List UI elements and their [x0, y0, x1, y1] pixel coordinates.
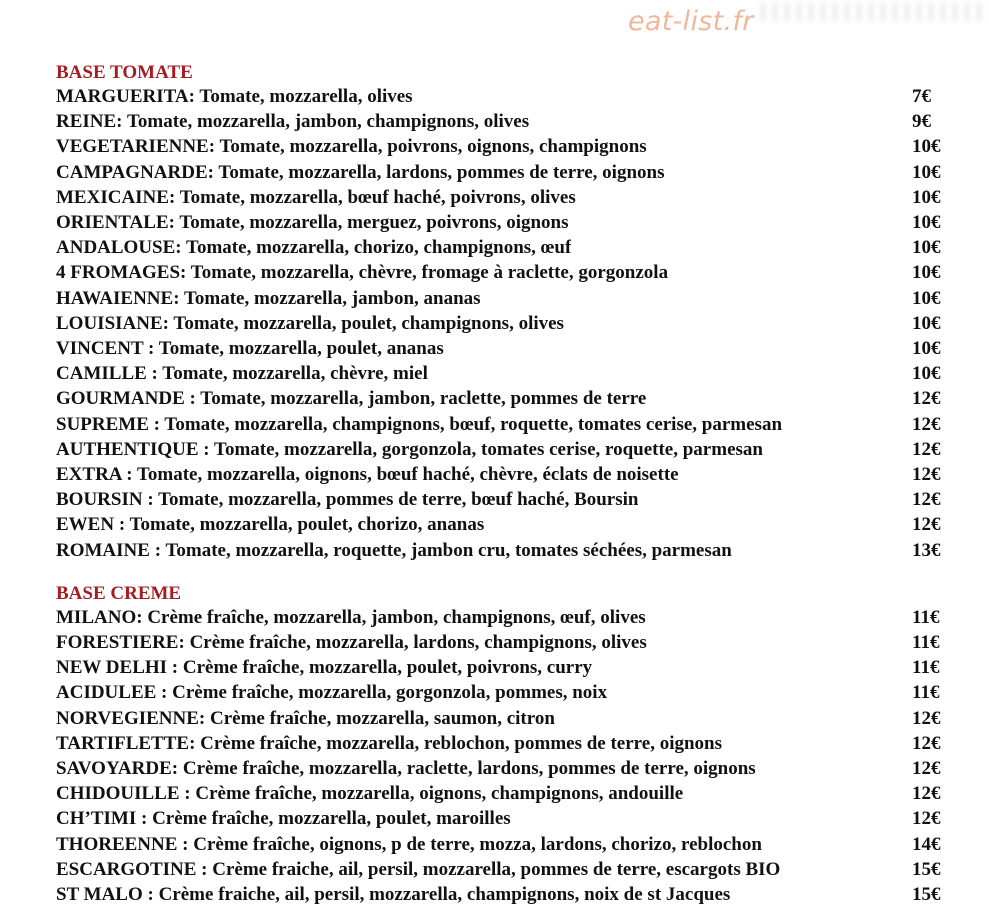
menu-item [56, 260, 948, 285]
menu-section [56, 62, 948, 563]
pizza-name: ESCARGOTINE : [56, 858, 208, 880]
pizza-price: 12€ [912, 758, 941, 780]
menu-item-description [56, 655, 592, 680]
pizza-name: ROMAINE : [56, 539, 162, 561]
pizza-price: 14€ [912, 833, 941, 855]
menu-item [56, 84, 948, 109]
menu-item [56, 386, 948, 411]
pizza-ingredients: Crème fraîche, mozzarella, lardons, champignons, olives [189, 632, 647, 654]
pizza-name: SUPREME : [56, 413, 160, 435]
pizza-name: ORIENTALE: [56, 212, 175, 234]
menu-item-description [56, 311, 564, 336]
menu-item [56, 706, 948, 731]
pizza-name: ACIDULEE : [56, 682, 168, 704]
pizza-ingredients: Tomate, mozzarella, chorizo, champignons, œuf [186, 237, 572, 259]
pizza-price: 12€ [912, 464, 941, 486]
section-title: BASE TOMATE [56, 62, 193, 83]
menu-item [56, 311, 948, 336]
pizza-name: HAWAIENNE: [56, 287, 180, 309]
pizza-ingredients: Tomate, mozzarella, oignons, bœuf haché, chèvre, éclats de noisette [136, 464, 679, 486]
pizza-price: 11€ [912, 606, 940, 628]
pizza-name: VINCENT : [56, 338, 155, 360]
pizza-name: MEXICAINE: [56, 186, 176, 208]
pizza-name: FORESTIERE: [56, 632, 185, 654]
pizza-ingredients: Tomate, mozzarella, gorgonzola, tomates cerise, roquette, parmesan [214, 438, 763, 460]
pizza-ingredients: Tomate, mozzarella, poulet, champignons, olives [173, 312, 564, 334]
pizza-ingredients: Tomate, mozzarella, jambon, champignons, olives [126, 111, 530, 133]
pizza-ingredients: Crème fraiche, ail, persil, mozzarella, pommes de terre, escargots BIO [212, 858, 781, 880]
pizza-name: CH’TIMI : [56, 808, 148, 830]
pizza-ingredients: Tomate, mozzarella, lardons, pommes de terre, oignons [218, 161, 665, 183]
pizza-name: CAMPAGNARDE: [56, 161, 214, 183]
menu-item-description [56, 756, 756, 781]
pizza-price: 10€ [912, 237, 941, 259]
menu-item [56, 185, 948, 210]
menu-item [56, 655, 948, 680]
menu-item-description [56, 538, 732, 563]
menu-item-description [56, 487, 638, 512]
pizza-name: TARTIFLETTE: [56, 732, 196, 754]
menu-item-description [56, 630, 647, 655]
menu-item [56, 832, 948, 857]
pizza-name: NORVEGIENNE: [56, 707, 206, 729]
blurred-background-text [760, 2, 985, 22]
menu-item-description [56, 185, 576, 210]
pizza-ingredients: Tomate, mozzarella, champignons, bœuf, roquette, tomates cerise, parmesan [164, 413, 783, 435]
menu-item [56, 462, 948, 487]
pizza-ingredients: Crème fraîche, mozzarella, jambon, champignons, œuf, olives [147, 606, 646, 628]
pizza-ingredients: Tomate, mozzarella, poulet, chorizo, ananas [129, 514, 485, 536]
pizza-name: AUTHENTIQUE : [56, 438, 210, 460]
menu-item [56, 134, 948, 159]
pizza-price: 10€ [912, 363, 941, 385]
pizza-name: SAVOYARDE: [56, 758, 179, 780]
pizza-price: 12€ [912, 707, 941, 729]
menu-item-description [56, 437, 763, 462]
menu-item [56, 437, 948, 462]
menu-item [56, 630, 948, 655]
pizza-price: 12€ [912, 489, 941, 511]
pizza-price: 11€ [912, 632, 940, 654]
pizza-price: 15€ [912, 858, 941, 880]
pizza-price: 10€ [912, 136, 941, 158]
menu-item-description [56, 412, 782, 437]
menu-item [56, 806, 948, 831]
menu-item-description [56, 260, 668, 285]
pizza-name: EXTRA : [56, 464, 133, 486]
menu-item-description [56, 706, 555, 731]
pizza-name: BOURSIN : [56, 489, 154, 511]
menu-item [56, 336, 948, 361]
menu-item-description [56, 386, 646, 411]
menu-item-description [56, 84, 413, 109]
pizza-ingredients: Tomate, mozzarella, merguez, poivrons, oignons [179, 212, 569, 234]
pizza-name: VEGETARIENNE: [56, 136, 216, 158]
menu-item-description [56, 781, 683, 806]
pizza-name: REINE: [56, 111, 123, 133]
menu-item-description [56, 832, 762, 857]
menu-item-description [56, 160, 665, 185]
pizza-ingredients: Crème fraîche, mozzarella, oignons, champignons, andouille [195, 783, 684, 805]
menu-item-description [56, 462, 679, 487]
pizza-name: CHIDOUILLE : [56, 783, 191, 805]
pizza-name: GOURMANDE : [56, 388, 196, 410]
pizza-name: CAMILLE : [56, 363, 158, 385]
menu-item [56, 731, 948, 756]
pizza-ingredients: Crème fraîche, mozzarella, reblochon, pommes de terre, oignons [200, 732, 723, 754]
pizza-price: 10€ [912, 186, 941, 208]
menu-item-description [56, 361, 428, 386]
pizza-price: 15€ [912, 884, 941, 906]
menu-item-description [56, 605, 646, 630]
menu-item [56, 680, 948, 705]
pizza-price: 10€ [912, 287, 941, 309]
menu-item-description [56, 134, 647, 159]
menu-item-description [56, 680, 607, 705]
menu-item-description [56, 109, 529, 134]
pizza-price: 12€ [912, 808, 941, 830]
pizza-ingredients: Tomate, mozzarella, chèvre, miel [162, 363, 428, 385]
menu-item-description [56, 857, 780, 882]
pizza-ingredients: Crème fraîche, oignons, p de terre, mozza, lardons, chorizo, reblochon [193, 833, 762, 855]
pizza-price: 12€ [912, 388, 941, 410]
pizza-price: 11€ [912, 657, 940, 679]
menu-item [56, 781, 948, 806]
pizza-ingredients: Tomate, mozzarella, pommes de terre, bœuf haché, Boursin [158, 489, 639, 511]
pizza-name: MILANO: [56, 606, 143, 628]
pizza-price: 10€ [912, 338, 941, 360]
pizza-price: 9€ [912, 111, 931, 133]
pizza-name: EWEN : [56, 514, 126, 536]
menu-item [56, 857, 948, 882]
menu-item [56, 538, 948, 563]
pizza-name: ST MALO : [56, 884, 154, 906]
pizza-ingredients: Crème fraîche, mozzarella, saumon, citron [210, 707, 555, 729]
pizza-price: 12€ [912, 514, 941, 536]
menu-item [56, 235, 948, 260]
menu-item [56, 512, 948, 537]
menu-item [56, 361, 948, 386]
menu-section [56, 583, 948, 907]
pizza-ingredients: Crème fraîche, mozzarella, gorgonzola, pommes, noix [172, 682, 608, 704]
pizza-ingredients: Tomate, mozzarella, bœuf haché, poivrons, olives [179, 186, 576, 208]
pizza-price: 12€ [912, 413, 941, 435]
menu-item-description [56, 286, 481, 311]
pizza-ingredients: Crème fraîche, mozzarella, poulet, maroilles [152, 808, 511, 830]
pizza-ingredients: Tomate, mozzarella, poulet, ananas [158, 338, 444, 360]
menu-item [56, 605, 948, 630]
pizza-ingredients: Tomate, mozzarella, olives [199, 86, 413, 107]
pizza-price: 10€ [912, 312, 941, 334]
menu-item-description [56, 336, 444, 361]
menu-item [56, 286, 948, 311]
pizza-price: 10€ [912, 212, 941, 234]
pizza-ingredients: Tomate, mozzarella, jambon, ananas [183, 287, 481, 309]
pizza-ingredients: Crème fraîche, mozzarella, raclette, lardons, pommes de terre, oignons [182, 758, 756, 780]
watermark: eat-list.fr [628, 6, 754, 37]
menu-item [56, 109, 948, 134]
pizza-name: MARGUERITA: [56, 86, 195, 107]
pizza-price: 7€ [912, 86, 931, 107]
menu-item-description [56, 210, 569, 235]
menu-item [56, 160, 948, 185]
menu-item-description [56, 731, 722, 756]
pizza-price: 10€ [912, 161, 941, 183]
pizza-ingredients: Tomate, mozzarella, chèvre, fromage à raclette, gorgonzola [190, 262, 669, 284]
pizza-name: THOREENNE : [56, 833, 189, 855]
menu-item [56, 210, 948, 235]
pizza-ingredients: Crème fraiche, ail, persil, mozzarella, champignons, noix de st Jacques [158, 884, 731, 906]
pizza-name: NEW DELHI : [56, 657, 179, 679]
pizza-name: 4 FROMAGES: [56, 262, 187, 284]
pizza-price: 13€ [912, 539, 941, 561]
menu-item-description [56, 235, 571, 260]
pizza-name: ANDALOUSE: [56, 237, 182, 259]
pizza-ingredients: Tomate, mozzarella, jambon, raclette, pommes de terre [200, 388, 647, 410]
pizza-price: 12€ [912, 438, 941, 460]
pizza-menu [56, 62, 948, 907]
pizza-price: 10€ [912, 262, 941, 284]
menu-item-description [56, 806, 511, 831]
pizza-ingredients: Tomate, mozzarella, poivrons, oignons, champignons [219, 136, 647, 158]
pizza-ingredients: Tomate, mozzarella, roquette, jambon cru, tomates séchées, parmesan [165, 539, 732, 561]
pizza-ingredients: Crème fraîche, mozzarella, poulet, poivrons, curry [182, 657, 593, 679]
section-title: BASE CREME [56, 582, 182, 604]
menu-item [56, 412, 948, 437]
menu-item [56, 487, 948, 512]
menu-item [56, 882, 948, 907]
menu-item-description [56, 512, 484, 537]
pizza-price: 12€ [912, 732, 941, 754]
menu-item [56, 756, 948, 781]
pizza-price: 12€ [912, 783, 941, 805]
pizza-name: LOUISIANE: [56, 312, 169, 334]
menu-item-description [56, 882, 730, 907]
pizza-price: 11€ [912, 682, 940, 704]
